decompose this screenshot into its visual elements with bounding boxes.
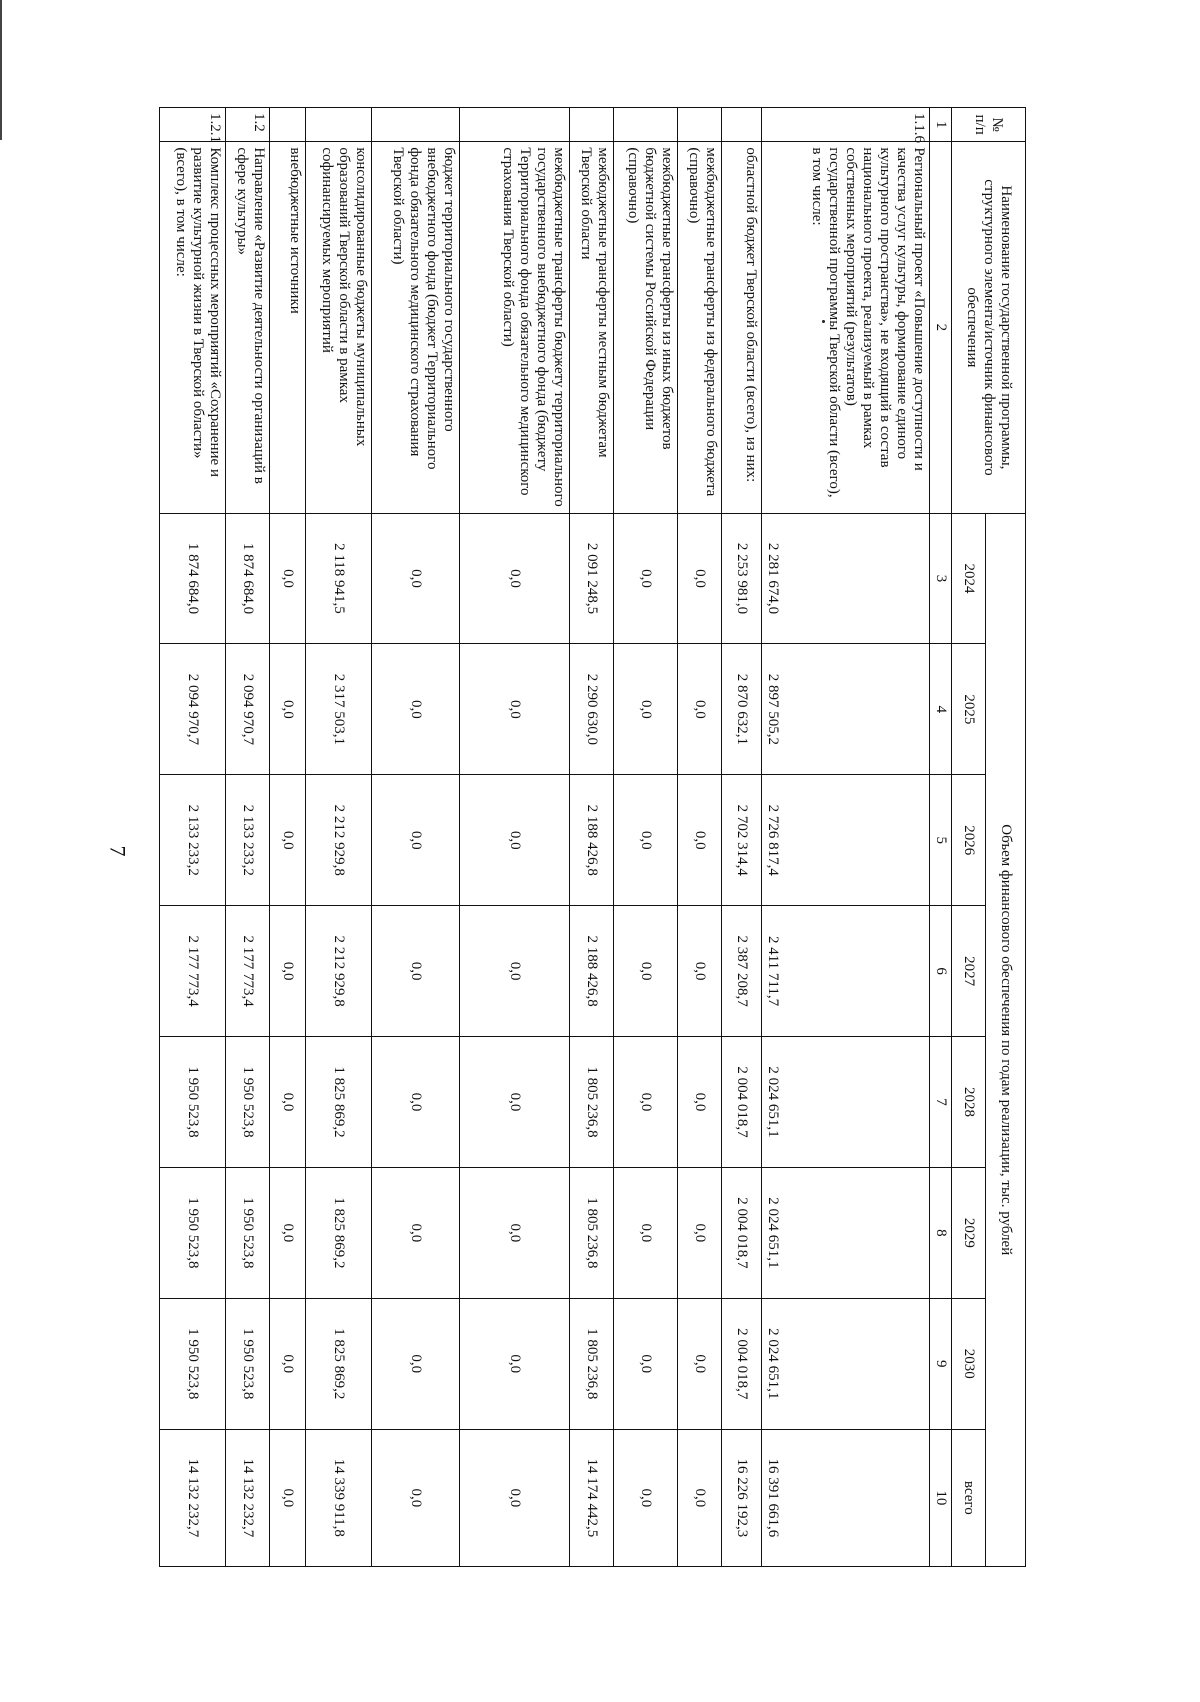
value-cell: 0,0 bbox=[372, 1167, 460, 1298]
value-cell: 2 177 773,4 bbox=[160, 906, 226, 1037]
financing-table bbox=[159, 107, 1026, 1567]
row-number bbox=[678, 108, 722, 142]
value-cell: 2 702 314,4 bbox=[722, 775, 762, 906]
row-name: межбюджетные трансферты местным бюджетам Тверской области bbox=[570, 142, 614, 513]
table-row bbox=[226, 108, 270, 1567]
value-cell: 14 174 442,5 bbox=[570, 1429, 614, 1566]
value-cell: 2 212 929,8 bbox=[306, 906, 372, 1037]
value-cell: 0,0 bbox=[678, 1167, 722, 1298]
value-cell: 0,0 bbox=[460, 1429, 570, 1566]
table-row bbox=[762, 108, 930, 1567]
table-row bbox=[614, 108, 678, 1567]
value-cell: 0,0 bbox=[372, 775, 460, 906]
row-name: областной бюджет Тверской области (всего), из них: bbox=[722, 142, 762, 513]
header-year: 2025 bbox=[952, 644, 986, 775]
value-cell: 1 805 236,8 bbox=[570, 1298, 614, 1429]
value-cell: 2 094 970,7 bbox=[160, 644, 226, 775]
value-cell: 2 870 632,1 bbox=[722, 644, 762, 775]
row-number bbox=[722, 108, 762, 142]
value-cell: 2 091 248,5 bbox=[570, 513, 614, 644]
header-year: 2026 bbox=[952, 775, 986, 906]
column-index: 7 bbox=[930, 1037, 952, 1168]
value-cell: 2 133 233,2 bbox=[160, 775, 226, 906]
value-cell: 14 339 911,8 bbox=[306, 1429, 372, 1566]
value-cell: 16 391 661,6 bbox=[762, 1429, 930, 1566]
value-cell: 0,0 bbox=[372, 906, 460, 1037]
value-cell: 0,0 bbox=[614, 1298, 678, 1429]
row-name: бюджет территориального государственного внебюджетного фонда (бюджет Территориального фонда обязательного медицинского страхования Тверской области) bbox=[372, 142, 460, 513]
value-cell: 0,0 bbox=[678, 1298, 722, 1429]
value-cell: 2 188 426,8 bbox=[570, 775, 614, 906]
row-name: консолидированные бюджеты муниципальных образований Тверской области в рамках софинансируемых мероприятий bbox=[306, 142, 372, 513]
column-index: 6 bbox=[930, 906, 952, 1037]
value-cell: 0,0 bbox=[614, 644, 678, 775]
value-cell: 0,0 bbox=[678, 1037, 722, 1168]
row-name: Направление «Развитие деятельности организаций в сфере культуры» bbox=[226, 142, 270, 513]
table-row bbox=[372, 108, 460, 1567]
value-cell: 2 094 970,7 bbox=[226, 644, 270, 775]
value-cell: 0,0 bbox=[460, 775, 570, 906]
header-num: № п/п bbox=[952, 108, 1026, 142]
header-year: 2027 bbox=[952, 906, 986, 1037]
column-index: 4 bbox=[930, 644, 952, 775]
row-number: 1.1.6 bbox=[762, 108, 930, 142]
value-cell: 1 825 869,2 bbox=[306, 1298, 372, 1429]
header-year: 2024 bbox=[952, 513, 986, 644]
value-cell: 2 177 773,4 bbox=[226, 906, 270, 1037]
value-cell: 0,0 bbox=[460, 906, 570, 1037]
header-financing-group: Объем финансового обеспечения по годам реализации, тыс. рублей bbox=[986, 513, 1026, 1567]
value-cell: 1 950 523,8 bbox=[226, 1037, 270, 1168]
value-cell: 0,0 bbox=[614, 1167, 678, 1298]
value-cell: 0,0 bbox=[270, 1298, 306, 1429]
row-name: Комплекс процессных мероприятий «Сохранение и развитие культурной жизни в Тверской области» (всего), в том числе: bbox=[160, 142, 226, 513]
value-cell: 0,0 bbox=[372, 1429, 460, 1566]
row-number: 1.2.1 bbox=[160, 108, 226, 142]
value-cell: 14 132 232,7 bbox=[226, 1429, 270, 1566]
value-cell: 0,0 bbox=[270, 1167, 306, 1298]
value-cell: 0,0 bbox=[678, 775, 722, 906]
column-index: 9 bbox=[930, 1298, 952, 1429]
table-row bbox=[722, 108, 762, 1567]
value-cell: 0,0 bbox=[614, 1037, 678, 1168]
value-cell: 1 950 523,8 bbox=[160, 1298, 226, 1429]
value-cell: 0,0 bbox=[270, 644, 306, 775]
value-cell: 1 950 523,8 bbox=[160, 1037, 226, 1168]
value-cell: 0,0 bbox=[614, 1429, 678, 1566]
value-cell: 2 004 018,7 bbox=[722, 1298, 762, 1429]
value-cell: 0,0 bbox=[614, 906, 678, 1037]
header-row-indices bbox=[930, 108, 952, 1567]
table-row bbox=[570, 108, 614, 1567]
value-cell: 0,0 bbox=[460, 1167, 570, 1298]
value-cell: 16 226 192,3 bbox=[722, 1429, 762, 1566]
value-cell: 0,0 bbox=[678, 644, 722, 775]
value-cell: 14 132 232,7 bbox=[160, 1429, 226, 1566]
column-index: 1 bbox=[930, 108, 952, 142]
value-cell: 1 805 236,8 bbox=[570, 1037, 614, 1168]
header-year: 2029 bbox=[952, 1167, 986, 1298]
header-row-1 bbox=[986, 108, 1026, 1567]
value-cell: 2 281 674,0 bbox=[762, 513, 930, 644]
value-cell: 2 411 711,7 bbox=[762, 906, 930, 1037]
header-year: 2030 bbox=[952, 1298, 986, 1429]
row-name: межбюджетные трансферты из иных бюджетов бюджетной системы Российской Федерации (справочно) bbox=[614, 142, 678, 513]
value-cell: 0,0 bbox=[372, 1037, 460, 1168]
row-number bbox=[570, 108, 614, 142]
value-cell: 1 950 523,8 bbox=[226, 1167, 270, 1298]
row-number bbox=[372, 108, 460, 142]
value-cell: 0,0 bbox=[372, 513, 460, 644]
table-row bbox=[678, 108, 722, 1567]
table-row bbox=[306, 108, 372, 1567]
value-cell: 0,0 bbox=[372, 1298, 460, 1429]
value-cell: 1 950 523,8 bbox=[160, 1167, 226, 1298]
value-cell: 0,0 bbox=[270, 1429, 306, 1566]
value-cell: 1 950 523,8 bbox=[226, 1298, 270, 1429]
value-cell: 0,0 bbox=[460, 1037, 570, 1168]
table-row bbox=[460, 108, 570, 1567]
value-cell: 2 024 651,1 bbox=[762, 1037, 930, 1168]
table-row bbox=[270, 108, 306, 1567]
value-cell: 0,0 bbox=[460, 513, 570, 644]
column-index: 2 bbox=[930, 142, 952, 513]
table-row bbox=[160, 108, 226, 1567]
value-cell: 2 004 018,7 bbox=[722, 1037, 762, 1168]
value-cell: 1 874 684,0 bbox=[160, 513, 226, 644]
value-cell: 2 118 941,5 bbox=[306, 513, 372, 644]
value-cell: 2 024 651,1 bbox=[762, 1298, 930, 1429]
column-index: 3 bbox=[930, 513, 952, 644]
value-cell: 2 897 505,2 bbox=[762, 644, 930, 775]
column-index: 5 bbox=[930, 775, 952, 906]
row-name: межбюджетные трансферты бюджету территориального государственного внебюджетного фонда (бюджету Территориального фонда обязательного медицинского страхования Тверской области) bbox=[460, 142, 570, 513]
value-cell: 2 188 426,8 bbox=[570, 906, 614, 1037]
column-index: 10 bbox=[930, 1429, 952, 1566]
row-number bbox=[614, 108, 678, 142]
value-cell: 0,0 bbox=[270, 775, 306, 906]
column-index: 8 bbox=[930, 1167, 952, 1298]
header-total: всего bbox=[952, 1429, 986, 1566]
row-number bbox=[306, 108, 372, 142]
value-cell: 1 805 236,8 bbox=[570, 1167, 614, 1298]
value-cell: 0,0 bbox=[614, 775, 678, 906]
value-cell: 1 874 684,0 bbox=[226, 513, 270, 644]
row-number: 1.2 bbox=[226, 108, 270, 142]
value-cell: 0,0 bbox=[270, 1037, 306, 1168]
value-cell: 2 024 651,1 bbox=[762, 1167, 930, 1298]
page-number: 7 bbox=[105, 845, 131, 857]
value-cell: 2 290 630,0 bbox=[570, 644, 614, 775]
value-cell: 0,0 bbox=[460, 1298, 570, 1429]
rotated-table-wrapper bbox=[173, 107, 1026, 1567]
row-name: внебюджетные источники bbox=[270, 142, 306, 513]
header-name: Наименование государственной программы, структурного элемента/источник финансового обеспечения bbox=[952, 142, 1026, 513]
value-cell: 2 317 503,1 bbox=[306, 644, 372, 775]
value-cell: 0,0 bbox=[270, 513, 306, 644]
row-number bbox=[460, 108, 570, 142]
scan-edge-line bbox=[0, 0, 2, 140]
value-cell: 2 387 208,7 bbox=[722, 906, 762, 1037]
header-year: 2028 bbox=[952, 1037, 986, 1168]
value-cell: 1 825 869,2 bbox=[306, 1037, 372, 1168]
value-cell: 0,0 bbox=[460, 644, 570, 775]
value-cell: 0,0 bbox=[678, 513, 722, 644]
value-cell: 0,0 bbox=[372, 644, 460, 775]
row-number bbox=[270, 108, 306, 142]
value-cell: 0,0 bbox=[678, 906, 722, 1037]
row-name: межбюджетные трансферты из федерального бюджета (справочно) bbox=[678, 142, 722, 513]
value-cell: 2 253 981,0 bbox=[722, 513, 762, 644]
value-cell: 2 004 018,7 bbox=[722, 1167, 762, 1298]
value-cell: 0,0 bbox=[270, 906, 306, 1037]
value-cell: 0,0 bbox=[678, 1429, 722, 1566]
value-cell: 2 133 233,2 bbox=[226, 775, 270, 906]
value-cell: 1 825 869,2 bbox=[306, 1167, 372, 1298]
value-cell: 0,0 bbox=[614, 513, 678, 644]
row-name: Региональный проект «Повышение доступности и качества услуг культуры, формирование единого культурного пространства», не входящий в состав национального проекта, реализуемый в рамках собственных мероприятий (результатов) государственной программы Тверской области (всего), в том числе: bbox=[762, 142, 930, 513]
value-cell: 2 212 929,8 bbox=[306, 775, 372, 906]
value-cell: 2 726 817,4 bbox=[762, 775, 930, 906]
